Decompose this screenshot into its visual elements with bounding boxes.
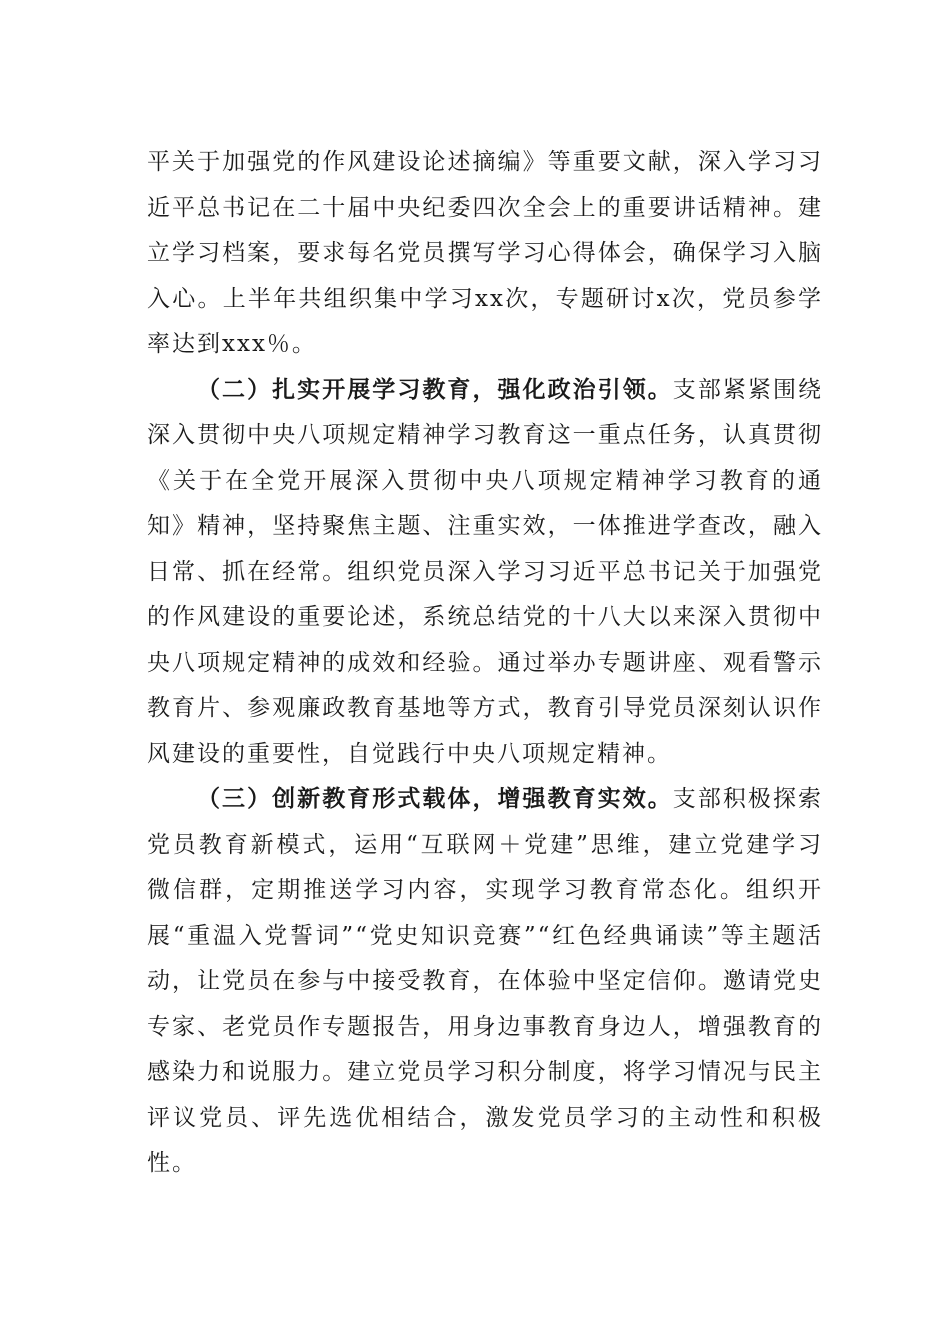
paragraph-text: 平关于加强党的作风建设论述摘编》等重要文献，深入学习习近平总书记在二十届中央纪委四次全会上的重要讲话精神。建立学习档案，要求每名党员撰写学习心得体会，确保学习入脑入心。上半年共组织集中学习xx次，专题研讨x次，党员参学率达到xxx％。 (147, 149, 823, 357)
paragraph-section-2 (147, 368, 823, 778)
paragraph-section-3 (147, 777, 823, 1187)
section-heading: （三）创新教育形式载体，增强教育实效。 (197, 786, 673, 812)
paragraph-text: 支部紧紧围绕深入贯彻中央八项规定精神学习教育这一重点任务，认真贯彻《关于在全党开展深入贯彻中央八项规定精神学习教育的通知》精神，坚持聚焦主题、注重实效，一体推进学查改，融入日常、抓在经常。组织党员深入学习习近平总书记关于加强党的作风建设的重要论述，系统总结党的十八大以来深入贯彻中央八项规定精神的成效和经验。通过举办专题讲座、观看警示教育片、参观廉政教育基地等方式，教育引导党员深刻认识作风建设的重要性，自觉践行中央八项规定精神。 (147, 376, 824, 767)
paragraph-text: 支部积极探索党员教育新模式，运用“互联网＋党建”思维，建立党建学习微信群，定期推送学习内容，实现学习教育常态化。组织开展“重温入党誓词”“党史知识竞赛”“红色经典诵读”等主题活动，让党员在参与中接受教育，在体验中坚定信仰。邀请党史专家、老党员作专题报告，用身边事教育身边人，增强教育的感染力和说服力。建立党员学习积分制度，将学习情况与民主评议党员、评先选优相结合，激发党员学习的主动性和积极性。 (147, 786, 824, 1176)
paragraph-continuation (147, 140, 823, 368)
document-body (147, 140, 823, 1187)
section-heading: （二）扎实开展学习教育，强化政治引领。 (197, 376, 673, 403)
